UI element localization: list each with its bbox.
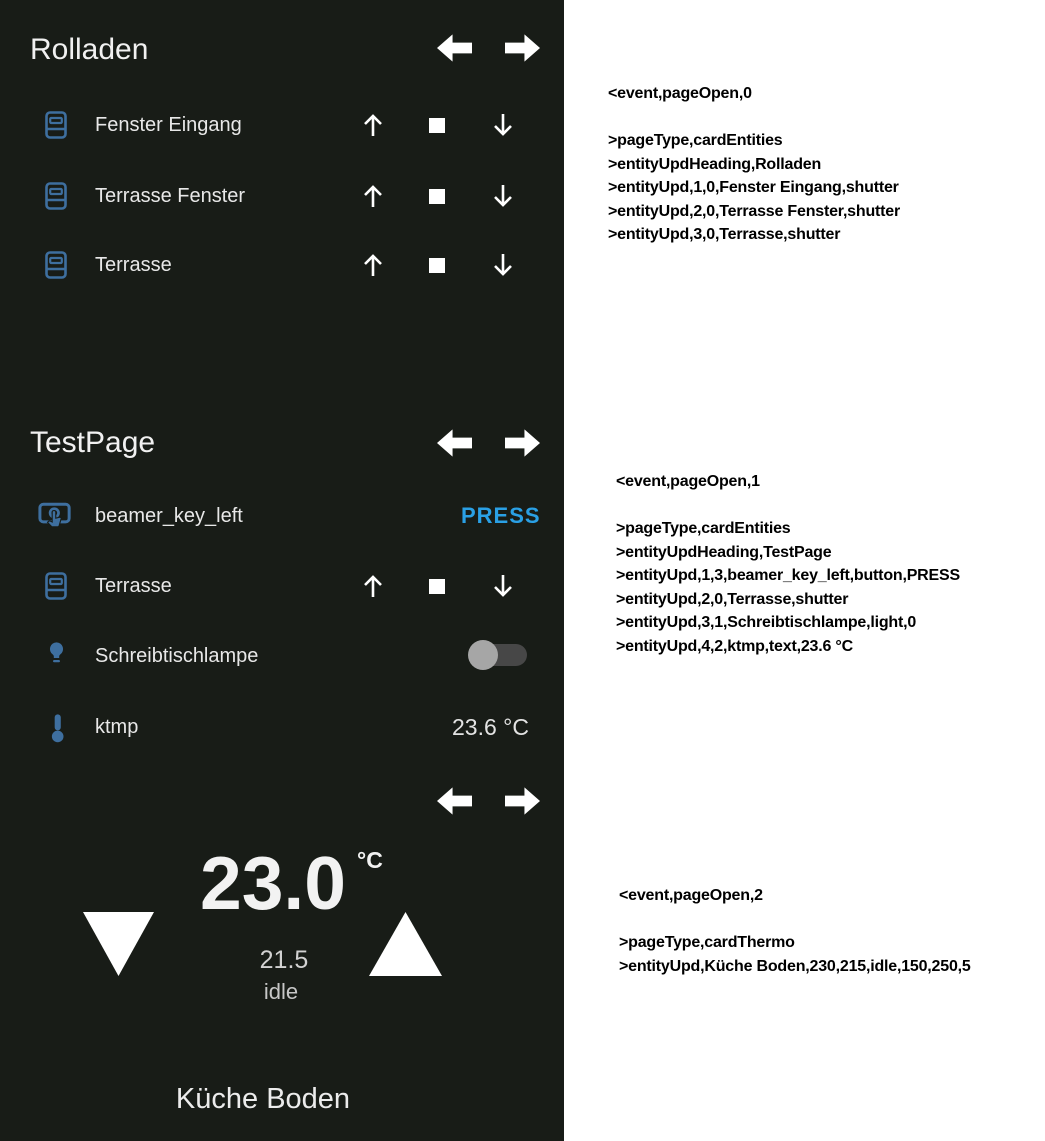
page-prev-button[interactable] xyxy=(437,33,472,63)
log-line: >pageType,cardThermo xyxy=(619,934,795,951)
log-line: >entityUpd,1,3,beamer_key_left,button,PRESS xyxy=(616,567,960,584)
page-next-button[interactable] xyxy=(505,786,540,816)
log-line: >entityUpd,Küche Boden,230,215,idle,150,250,5 xyxy=(619,957,971,975)
page-next-button[interactable] xyxy=(505,33,540,63)
arrow-left-icon xyxy=(437,428,472,458)
temp-down-button[interactable] xyxy=(82,911,155,977)
shutter-icon xyxy=(45,111,67,139)
shutter-up-button[interactable] xyxy=(361,251,385,279)
entity-label: Terrasse Fenster xyxy=(95,185,246,207)
arrow-right-icon xyxy=(505,786,540,816)
shutter-up-button[interactable] xyxy=(361,572,385,600)
target-temperature: 21.5 xyxy=(259,946,309,974)
shutter-stop-button[interactable] xyxy=(429,579,445,594)
entity-label: Schreibtischlampe xyxy=(95,645,259,667)
log-block-page1 xyxy=(616,470,960,658)
log-line: >entityUpd,2,0,Terrasse Fenster,shutter xyxy=(608,202,901,220)
log-line: >entityUpd,3,0,Terrasse,shutter xyxy=(608,226,841,243)
temperature-unit: °C xyxy=(357,847,383,873)
page-next-button[interactable] xyxy=(505,428,540,458)
toggle-knob[interactable] xyxy=(468,640,498,670)
shutter-icon xyxy=(45,182,67,210)
log-block-page0 xyxy=(608,82,900,247)
page-prev-button[interactable] xyxy=(437,428,472,458)
log-line: >entityUpdHeading,Rolladen xyxy=(608,155,822,173)
log-line: >pageType,cardEntities xyxy=(616,520,791,537)
shutter-up-button[interactable] xyxy=(361,182,385,210)
temp-up-button[interactable] xyxy=(368,911,443,977)
card-heading-rolladen: Rolladen xyxy=(30,33,149,66)
log-line xyxy=(608,106,900,130)
log-line: >entityUpd,4,2,ktmp,text,23.6 °C xyxy=(616,637,853,655)
arrow-left-icon xyxy=(437,33,472,63)
shutter-stop-button[interactable] xyxy=(429,258,445,273)
entity-label: beamer_key_left xyxy=(95,505,243,527)
arrow-right-icon xyxy=(505,33,540,63)
page-prev-button[interactable] xyxy=(437,786,472,816)
shutter-up-button[interactable] xyxy=(361,111,385,139)
shutter-down-button[interactable] xyxy=(491,251,515,279)
log-line: >entityUpd,2,0,Terrasse,shutter xyxy=(616,590,849,608)
shutter-icon xyxy=(45,572,67,600)
thermometer-icon xyxy=(50,712,65,744)
shutter-stop-button[interactable] xyxy=(429,189,445,204)
log-line: >entityUpd,1,0,Fenster Eingang,shutter xyxy=(608,179,899,196)
log-line xyxy=(619,908,971,932)
shutter-down-button[interactable] xyxy=(491,111,515,139)
log-line: <event,pageOpen,1 xyxy=(616,473,760,490)
card-heading-testpage: TestPage xyxy=(30,426,156,459)
light-toggle[interactable] xyxy=(470,644,527,666)
log-line: <event,pageOpen,2 xyxy=(619,887,763,904)
log-line xyxy=(616,494,960,518)
log-line: >entityUpdHeading,TestPage xyxy=(616,543,832,561)
entity-label: Terrasse xyxy=(95,254,172,276)
entity-label: ktmp xyxy=(95,716,139,738)
sensor-value: 23.6 °C xyxy=(452,714,529,740)
shutter-stop-button[interactable] xyxy=(429,118,445,133)
lightbulb-icon xyxy=(46,640,67,670)
log-line: <event,pageOpen,0 xyxy=(608,85,752,102)
log-block-page2 xyxy=(619,884,971,978)
shutter-icon xyxy=(45,251,67,279)
hvac-state: idle xyxy=(263,979,299,1004)
entity-label: Fenster Eingang xyxy=(95,114,242,136)
gesture-tap-button-icon xyxy=(38,502,72,532)
log-line: >pageType,cardEntities xyxy=(608,132,783,149)
log-line: >entityUpd,3,1,Schreibtischlampe,light,0 xyxy=(616,614,917,631)
shutter-down-button[interactable] xyxy=(491,182,515,210)
current-temperature: 23.0 xyxy=(200,841,346,925)
press-button[interactable]: PRESS xyxy=(461,503,541,528)
arrow-left-icon xyxy=(437,786,472,816)
arrow-right-icon xyxy=(505,428,540,458)
shutter-down-button[interactable] xyxy=(491,572,515,600)
triangle-up-icon xyxy=(368,911,443,977)
triangle-down-icon xyxy=(82,911,155,977)
entity-label: Terrasse xyxy=(95,575,172,597)
thermo-title: Küche Boden xyxy=(175,1083,351,1115)
